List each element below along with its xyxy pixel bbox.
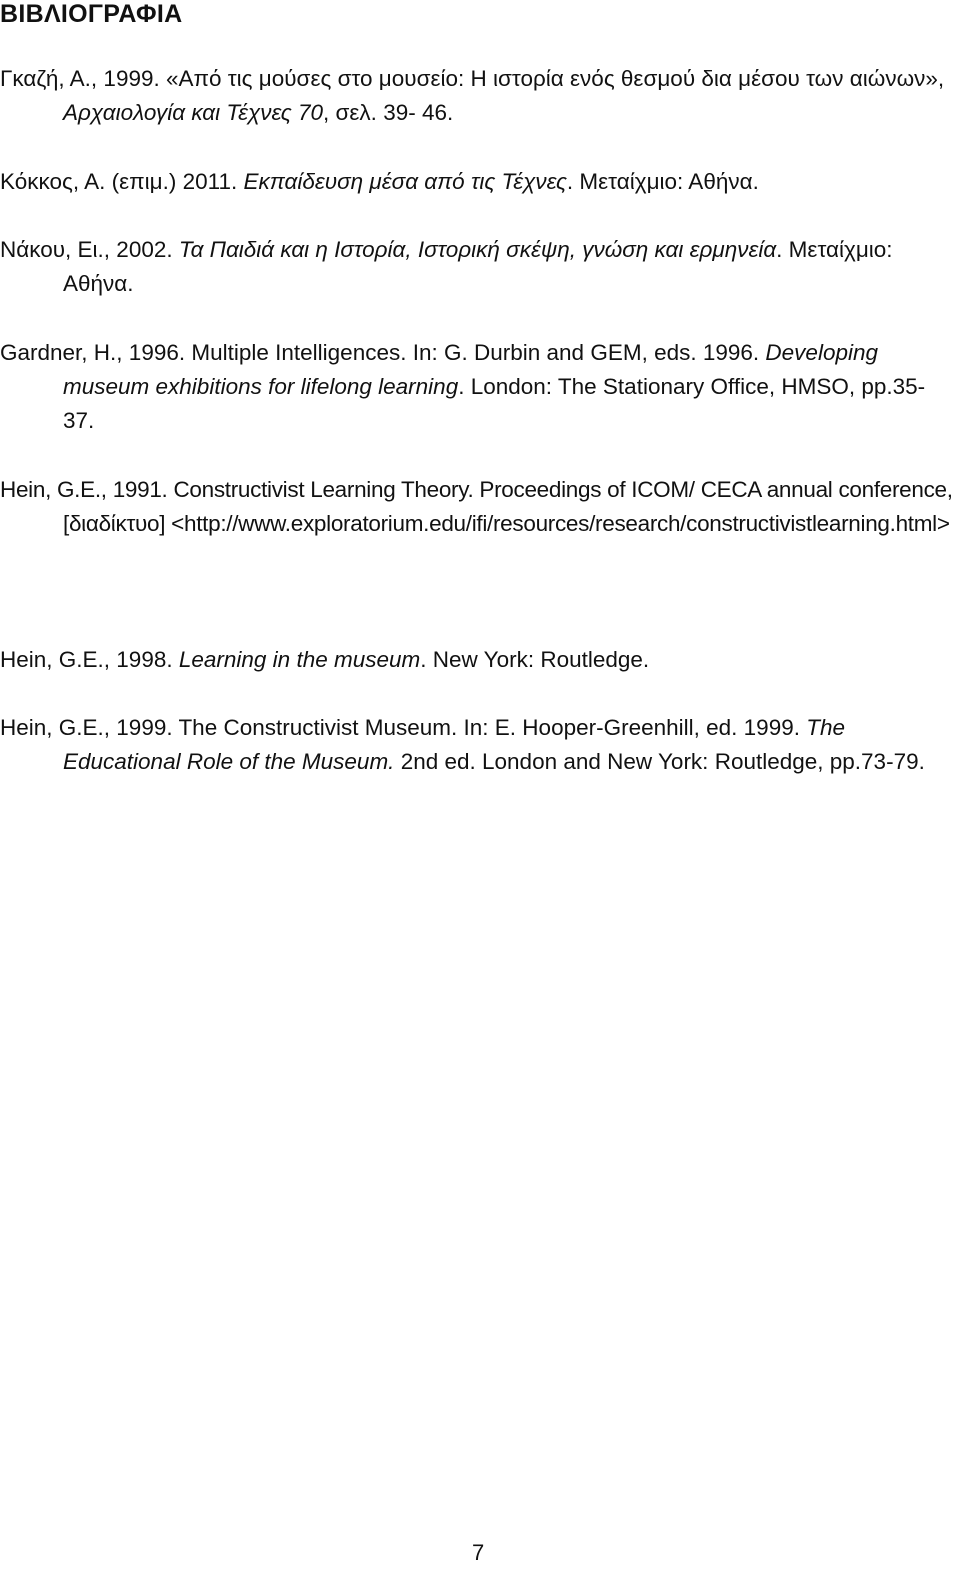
page-number: 7 bbox=[472, 1540, 485, 1565]
reference-entry: Γκαζή, Α., 1999. «Από τις μούσες στο μουσείο: Η ιστορία ενός θεσμού δια μέσου των αιώνων», Αρχαιολογία και Τέχνες 70, σελ. 39- 46. bbox=[0, 66, 945, 125]
reference-entry: Hein, G.E., 1999. The Constructivist Museum. In: E. Hooper-Greenhill, ed. 1999. The Educational Role of the Museum. 2nd ed. London and New York: Routledge, pp.73-79. bbox=[0, 715, 925, 774]
reference-entry: Hein, G.E., 1991. Constructivist Learning Theory. Proceedings of ICOM/ CECA annual conference, [διαδίκτυο] <http://www.exploratorium.edu/ifi/resources/research/constructivistlearning.html> bbox=[0, 477, 953, 536]
reference-entry: Νάκου, Ει., 2002. Τα Παιδιά και η Ιστορία, Ιστορική σκέψη, γνώση και ερμηνεία. Μεταίχμιο: Αθήνα. bbox=[0, 237, 893, 296]
reference-entry: Hein, G.E., 1998. Learning in the museum. New York: Routledge. bbox=[0, 647, 650, 672]
bibliography-heading: ΒΙΒΛΙΟΓΡΑΦΙΑ bbox=[0, 0, 183, 28]
reference-entry: Gardner, H., 1996. Multiple Intelligences. In: G. Durbin and GEM, eds. 1996. Developing museum exhibitions for lifelong learning. London: The Stationary Office, HMSO, pp.35-37. bbox=[0, 340, 926, 433]
reference-entry: Κόκκος, Α. (επιμ.) 2011. Εκπαίδευση μέσα από τις Τέχνες. Μεταίχμιο: Αθήνα. bbox=[0, 169, 759, 194]
